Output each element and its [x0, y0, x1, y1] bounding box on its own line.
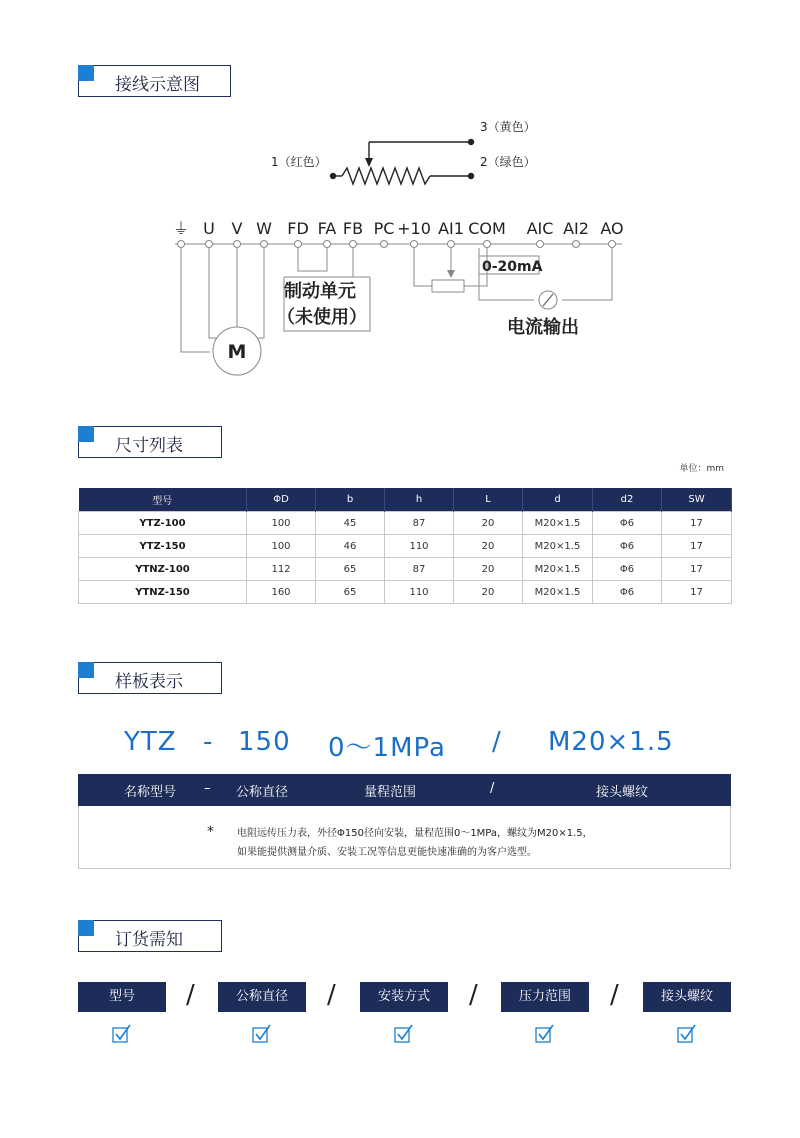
table-cell: Φ6	[593, 512, 662, 535]
checkbox-checked-icon[interactable]	[535, 1024, 555, 1044]
terminal-label: W	[256, 219, 272, 238]
table-cell: 20	[454, 558, 523, 581]
legend-label: 量程范围	[364, 785, 417, 800]
table-cell: Φ6	[593, 581, 662, 604]
terminal-label: AI1	[438, 219, 464, 238]
table-cell: 160	[247, 581, 316, 604]
table-cell: 17	[662, 512, 732, 535]
brake-unit-label: 制动单元	[284, 281, 356, 302]
legend-label: /	[490, 781, 495, 796]
model-code-part: M20×1.5	[548, 727, 674, 757]
table-cell: 112	[247, 558, 316, 581]
section-title: 接线示意图	[115, 75, 200, 95]
table-cell: 65	[316, 558, 385, 581]
order-separator: /	[469, 980, 478, 1010]
table-cell: Φ6	[593, 535, 662, 558]
ground-symbol-icon: ⏚	[172, 219, 190, 238]
terminal-label: FA	[317, 219, 337, 238]
table-row	[79, 512, 732, 535]
checkbox-checked-icon[interactable]	[677, 1024, 697, 1044]
col-header: SW	[662, 488, 732, 512]
col-header: 型号	[79, 488, 247, 512]
table-cell: 110	[385, 581, 454, 604]
legend-label: –	[204, 781, 211, 796]
order-item: 公称直径	[218, 982, 306, 1012]
table-row	[79, 535, 732, 558]
table-cell: 17	[662, 558, 732, 581]
terminal-label: PC	[373, 219, 395, 238]
terminal-label: U	[203, 219, 215, 238]
col-header: d	[523, 488, 593, 512]
col-header: ΦD	[247, 488, 316, 512]
table-cell: 20	[454, 535, 523, 558]
section-marker-icon	[78, 426, 94, 442]
section-title: 订货需知	[115, 930, 183, 950]
order-separator: /	[610, 980, 619, 1010]
section-header-dimensions	[78, 426, 222, 458]
section-marker-icon	[78, 662, 94, 678]
model-code-part: -	[203, 727, 214, 757]
col-header: b	[316, 488, 385, 512]
terminal-label: COM	[468, 219, 506, 238]
wiring-diagram	[0, 100, 800, 400]
table-cell: 46	[316, 535, 385, 558]
model-code-part: YTZ	[124, 727, 177, 757]
table-cell: 100	[247, 512, 316, 535]
terminal-label: AIC	[526, 219, 554, 238]
table-cell: 20	[454, 512, 523, 535]
col-header: L	[454, 488, 523, 512]
section-header-sample	[78, 662, 222, 694]
legend-label: 接头螺纹	[596, 785, 649, 800]
checkbox-checked-icon[interactable]	[252, 1024, 272, 1044]
model-code-part: 0～1MPa	[328, 733, 446, 763]
terminal-label: FB	[342, 219, 364, 238]
note-line: 电阻远传压力表，外径Φ150径向安装，量程范围0～1MPa，螺纹为M20×1.5，	[237, 828, 593, 839]
table-cell: M20×1.5	[523, 558, 593, 581]
table-cell: YTNZ-150	[79, 581, 247, 604]
brake-unit-note: （未使用）	[277, 307, 367, 328]
sample-legend-bar	[78, 774, 731, 806]
terminal-label: FD	[287, 219, 309, 238]
current-output-label: 电流输出	[507, 317, 579, 338]
table-row	[79, 558, 732, 581]
order-separator: /	[186, 980, 195, 1010]
table-cell: 87	[385, 512, 454, 535]
motor-label: M	[227, 341, 247, 363]
potentiometer	[331, 140, 474, 185]
note-asterisk: *	[207, 824, 214, 840]
table-cell: Φ6	[593, 558, 662, 581]
table-cell: 45	[316, 512, 385, 535]
dimension-table	[78, 488, 732, 604]
section-marker-icon	[78, 920, 94, 936]
section-title: 样板表示	[115, 672, 183, 692]
table-cell: M20×1.5	[523, 535, 593, 558]
section-header-wiring	[78, 65, 231, 97]
legend-label: 公称直径	[236, 785, 289, 800]
terminal-bus	[175, 241, 622, 248]
terminal-label: V	[231, 219, 243, 238]
order-separator: /	[327, 980, 336, 1010]
table-cell: 17	[662, 535, 732, 558]
order-item: 安装方式	[360, 982, 448, 1012]
table-header-row	[79, 488, 732, 512]
unit-note: 单位：mm	[679, 464, 724, 474]
table-cell: 17	[662, 581, 732, 604]
sample-note-box	[78, 806, 731, 869]
terminal-label: AI2	[563, 219, 589, 238]
table-cell: YTZ-150	[79, 535, 247, 558]
table-cell: M20×1.5	[523, 512, 593, 535]
col-header: h	[385, 488, 454, 512]
order-item: 型号	[78, 982, 166, 1012]
section-marker-icon	[78, 65, 94, 81]
table-cell: 87	[385, 558, 454, 581]
section-header-ordering	[78, 920, 222, 952]
model-code-part: 150	[238, 727, 291, 757]
terminal-label: AO	[600, 219, 624, 238]
pot-label-1: 1（红色）	[271, 155, 327, 169]
col-header: d2	[593, 488, 662, 512]
pot-label-2: 2（绿色）	[480, 155, 536, 169]
checkbox-checked-icon[interactable]	[112, 1024, 132, 1044]
legend-label: 名称型号	[124, 785, 177, 800]
table-cell: YTZ-100	[79, 512, 247, 535]
model-code-part: /	[492, 727, 502, 757]
pot-label-3: 3（黄色）	[480, 120, 536, 134]
order-item: 压力范围	[501, 982, 589, 1012]
table-cell: 100	[247, 535, 316, 558]
section-title: 尺寸列表	[115, 436, 183, 456]
table-cell: 110	[385, 535, 454, 558]
checkbox-checked-icon[interactable]	[394, 1024, 414, 1044]
table-cell: 20	[454, 581, 523, 604]
note-line: 如果能提供测量介质、安装工况等信息更能快速准确的为客户选型。	[237, 847, 537, 858]
table-row	[79, 581, 732, 604]
order-item: 接头螺纹	[643, 982, 731, 1012]
table-cell: M20×1.5	[523, 581, 593, 604]
range-label: 0-20mA	[482, 259, 543, 275]
table-cell: 65	[316, 581, 385, 604]
table-cell: YTNZ-100	[79, 558, 247, 581]
terminal-label: +10	[397, 219, 431, 238]
